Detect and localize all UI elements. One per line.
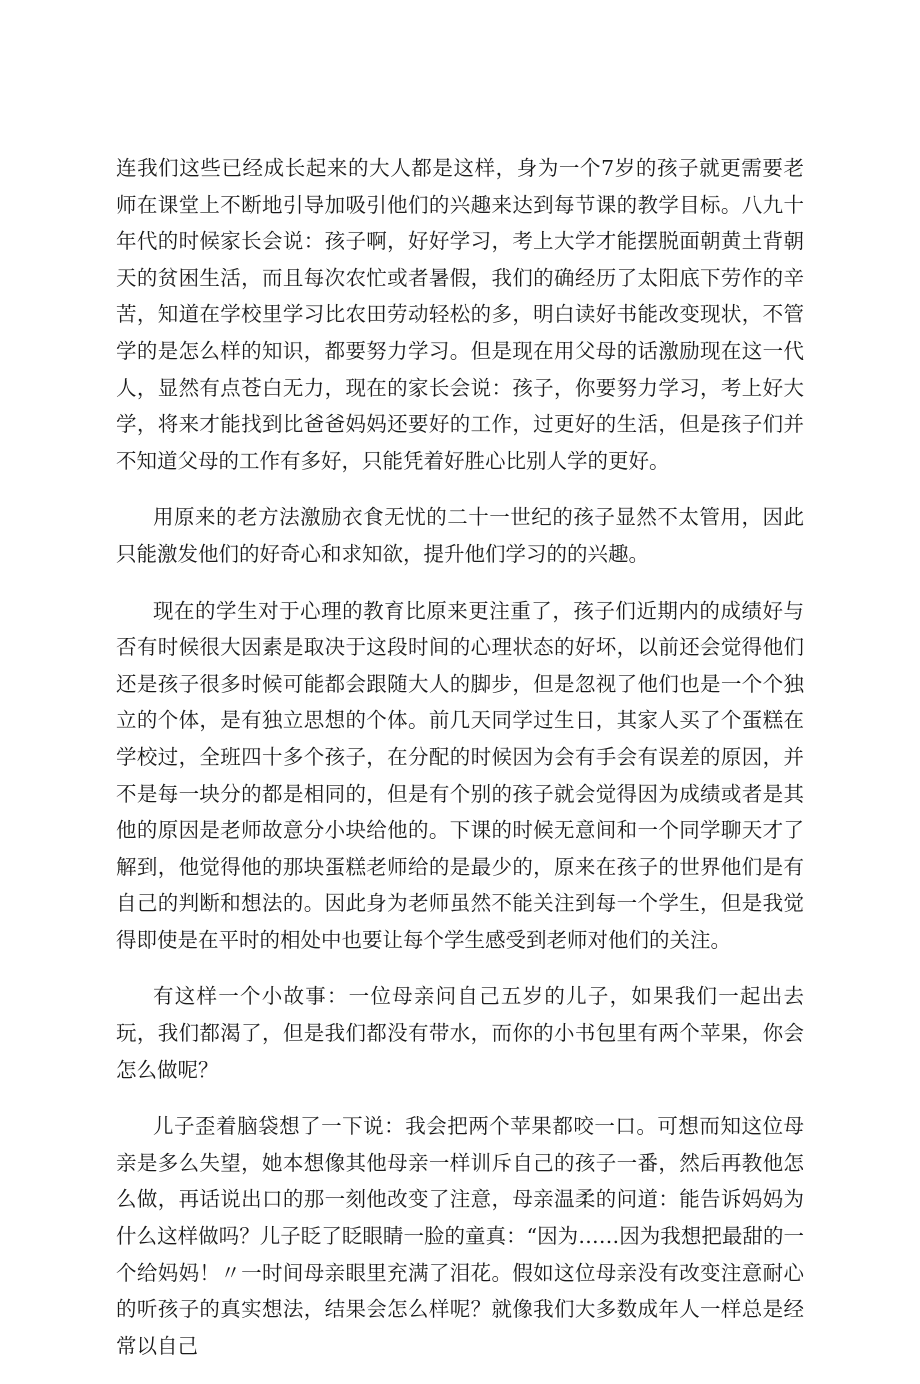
paragraph-4: 有这样一个小故事：一位母亲问自己五岁的儿子，如果我们一起出去玩，我们都渴了，但是我们都没有带水，而你的小书包里有两个苹果，你会怎么做呢？ — [116, 984, 804, 1082]
paragraph-1: 连我们这些已经成长起来的大人都是这样，身为一个7岁的孩子就更需要老师在课堂上不断地引导加吸引他们的兴趣来达到每节课的教学目标。八九十年代的时候家长会说：孩子啊，好好学习，考上大学才能摆脱面朝黄土背朝天的贫困生活，而且每次农忙或者暑假，我们的确经历了太阳底下劳作的辛苦，知道在学校里学习比农田劳动轻松的多，明白读好书能改变现状，不管学的是怎么样的知识，都要努力学习。但是现在用父母的话激励现在这一代人，显然有点苍白无力，现在的家长会说：孩子，你要努力学习，考上好大学，将来才能找到比爸爸妈妈还要好的工作，过更好的生活，但是孩子们并不知道父母的工作有多好，只能凭着好胜心比别人学的更好。 — [116, 156, 804, 473]
document-body — [116, 150, 804, 1384]
paragraph-5: 儿子歪着脑袋想了一下说：我会把两个苹果都咬一口。可想而知这位母亲是多么失望，她本想像其他母亲一样训斥自己的孩子一番，然后再教他怎么做，再话说出口的那一刻他改变了注意，母亲温柔的问道：能告诉妈妈为什么这样做吗？儿子眨了眨眼睛一脸的童真：“因为……因为我想把最甜的一个给妈妈！〃一时间母亲眼里充满了泪花。假如这位母亲没有改变注意耐心的听孩子的真实想法，结果会怎么样呢？就像我们大多数成年人一样总是经常以自己 — [116, 1114, 804, 1358]
paragraph-3: 现在的学生对于心理的教育比原来更注重了，孩子们近期内的成绩好与否有时候很大因素是取决于这段时间的心理状态的好坏，以前还会觉得他们还是孩子很多时候可能都会跟随大人的脚步，但是忽视了他们也是一个个独立的个体，是有独立思想的个体。前几天同学过生日，其家人买了个蛋糕在学校过，全班四十多个孩子，在分配的时候因为会有手会有误差的原因，并不是每一块分的都是相同的，但是有个别的孩子就会觉得因为成绩或者是其他的原因是老师故意分小块给他的。下课的时候无意间和一个同学聊天才了解到，他觉得他的那块蛋糕老师给的是最少的，原来在孩子的世界他们是有自己的判断和想法的。因此身为老师虽然不能关注到每一个学生，但是我觉得即使是在平时的相处中也要让每个学生感受到老师对他们的关注。 — [116, 598, 804, 952]
paragraph-2: 用原来的老方法激励衣食无忧的二十一世纪的孩子显然不太管用，因此只能激发他们的好奇心和求知欲，提升他们学习的的兴趣。 — [116, 505, 804, 566]
